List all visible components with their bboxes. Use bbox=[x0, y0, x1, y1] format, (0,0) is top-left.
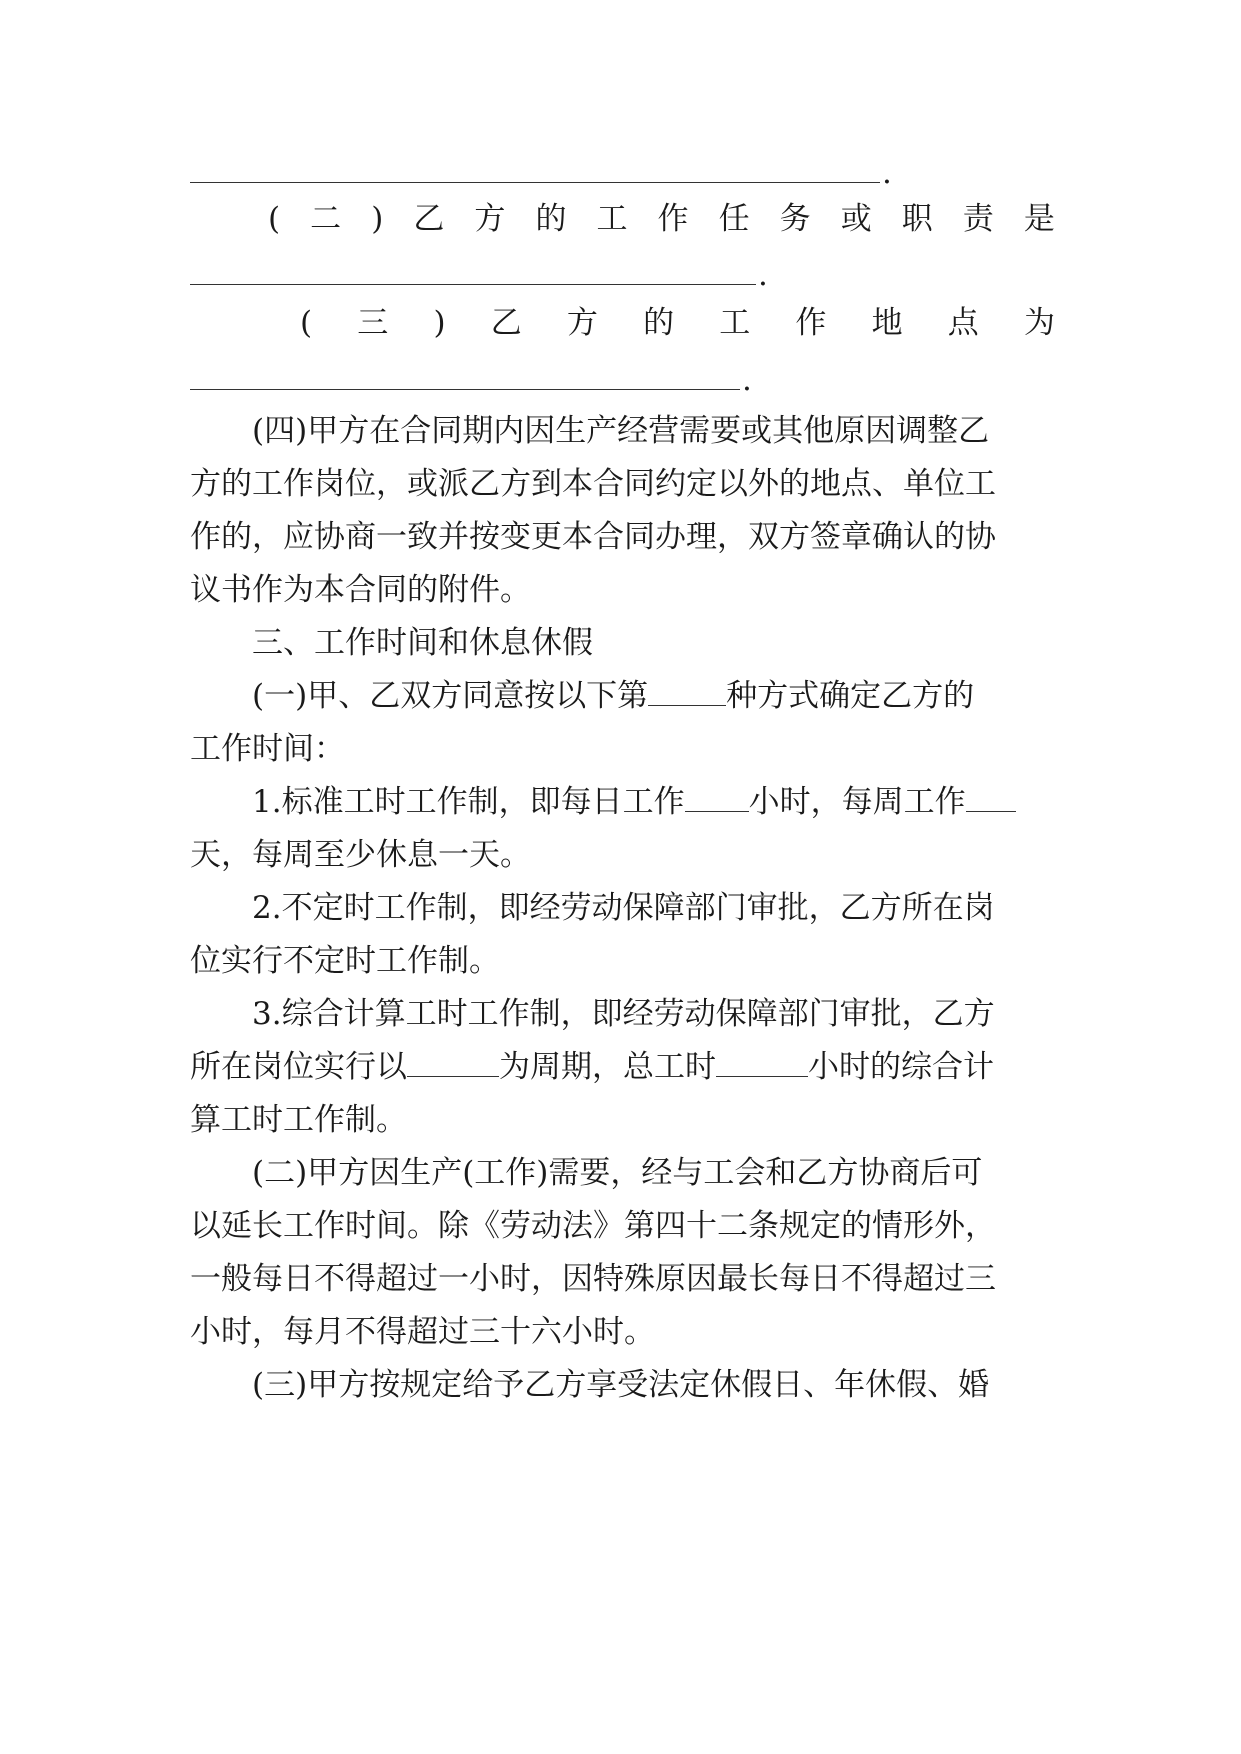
heading-char: 方 bbox=[566, 305, 598, 341]
item-text: 小时，每周工作 bbox=[748, 784, 966, 820]
heading-char: 为 bbox=[1023, 305, 1055, 341]
clause-two-line-2: 以延长工作时间。除《劳动法》第四十二条规定的情形外， bbox=[190, 1208, 996, 1244]
heading-char: 二 bbox=[310, 201, 342, 237]
paragraph-four-line-3: 作的，应协商一致并按变更本合同办理，双方签章确认的协 bbox=[190, 519, 996, 555]
fill-line bbox=[190, 148, 880, 183]
paragraph-four-line-4: 议书作为本合同的附件。 bbox=[190, 572, 531, 608]
heading-char: ( bbox=[268, 201, 281, 237]
heading-char: 是 bbox=[1023, 201, 1055, 237]
heading-char: 地 bbox=[871, 305, 903, 341]
item-one-line-2: 天，每周至少休息一天。 bbox=[190, 837, 531, 873]
blank-line-2 bbox=[190, 250, 1055, 300]
item-text: 所在岗位实行以 bbox=[190, 1049, 407, 1085]
period: . bbox=[882, 155, 892, 191]
blank-line-1 bbox=[190, 148, 1055, 198]
blank-line-3 bbox=[190, 355, 1055, 405]
paragraph-four-line-1: (四)甲方在合同期内因生产经营需要或其他原因调整乙 bbox=[252, 413, 990, 449]
heading-char: 任 bbox=[718, 201, 750, 237]
period: . bbox=[758, 257, 768, 293]
item-two-heading bbox=[268, 194, 1055, 244]
clause-one-line-1 bbox=[252, 671, 1055, 721]
heading-char: 的 bbox=[643, 305, 675, 341]
heading-char: 或 bbox=[840, 201, 872, 237]
heading-char: 三 bbox=[357, 305, 389, 341]
item-text: 1.标准工时工作制，即每日工作 bbox=[252, 784, 685, 820]
item-one-line-1 bbox=[252, 777, 1055, 827]
clause-two-line-1: (二)甲方因生产(工作)需要，经与工会和乙方协商后可 bbox=[252, 1155, 983, 1191]
clause-three-line-1: (三)甲方按规定给予乙方享受法定休假日、年休假、婚 bbox=[252, 1367, 990, 1403]
heading-char: 工 bbox=[719, 305, 751, 341]
fill-blank bbox=[716, 1044, 808, 1077]
heading-char: 务 bbox=[779, 201, 811, 237]
heading-char: ) bbox=[433, 305, 446, 341]
item-two-line-2: 位实行不定时工作制。 bbox=[190, 943, 500, 979]
heading-char: 作 bbox=[795, 305, 827, 341]
fill-blank bbox=[648, 673, 726, 706]
clause-text: 种方式确定乙方的 bbox=[726, 678, 975, 714]
period: . bbox=[742, 362, 752, 398]
heading-char: 的 bbox=[535, 201, 567, 237]
item-three-line-3: 算工时工作制。 bbox=[190, 1102, 407, 1138]
heading-char: 责 bbox=[962, 201, 994, 237]
clause-one-line-2: 工作时间： bbox=[190, 731, 345, 767]
heading-char: 方 bbox=[474, 201, 506, 237]
heading-char: ( bbox=[300, 305, 313, 341]
clause-two-line-4: 小时，每月不得超过三十六小时。 bbox=[190, 1314, 655, 1350]
section-three-heading: 三、工作时间和休息休假 bbox=[252, 625, 593, 661]
item-three-heading bbox=[300, 298, 1055, 348]
fill-blank bbox=[685, 779, 749, 812]
fill-line bbox=[190, 355, 740, 390]
clause-two-line-3: 一般每日不得超过一小时，因特殊原因最长每日不得超过三 bbox=[190, 1261, 996, 1297]
item-three-line-2 bbox=[190, 1042, 1055, 1092]
item-three-line-1: 3.综合计算工时工作制，即经劳动保障部门审批，乙方 bbox=[252, 996, 995, 1032]
item-text: 为周期，总工时 bbox=[499, 1049, 716, 1085]
heading-char: 工 bbox=[596, 201, 628, 237]
item-text: 小时的综合计 bbox=[808, 1049, 994, 1085]
heading-char: 职 bbox=[901, 201, 933, 237]
heading-char: 乙 bbox=[490, 305, 522, 341]
clause-text: (一)甲、乙双方同意按以下第 bbox=[252, 678, 649, 714]
fill-line bbox=[190, 250, 756, 285]
item-two-line-1: 2.不定时工作制，即经劳动保障部门审批，乙方所在岗 bbox=[252, 890, 995, 926]
fill-blank bbox=[966, 779, 1016, 812]
fill-blank bbox=[407, 1044, 499, 1077]
paragraph-four-line-2: 方的工作岗位，或派乙方到本合同约定以外的地点、单位工 bbox=[190, 466, 996, 502]
heading-char: ) bbox=[371, 201, 384, 237]
heading-char: 点 bbox=[947, 305, 979, 341]
heading-char: 作 bbox=[657, 201, 689, 237]
heading-char: 乙 bbox=[413, 201, 445, 237]
